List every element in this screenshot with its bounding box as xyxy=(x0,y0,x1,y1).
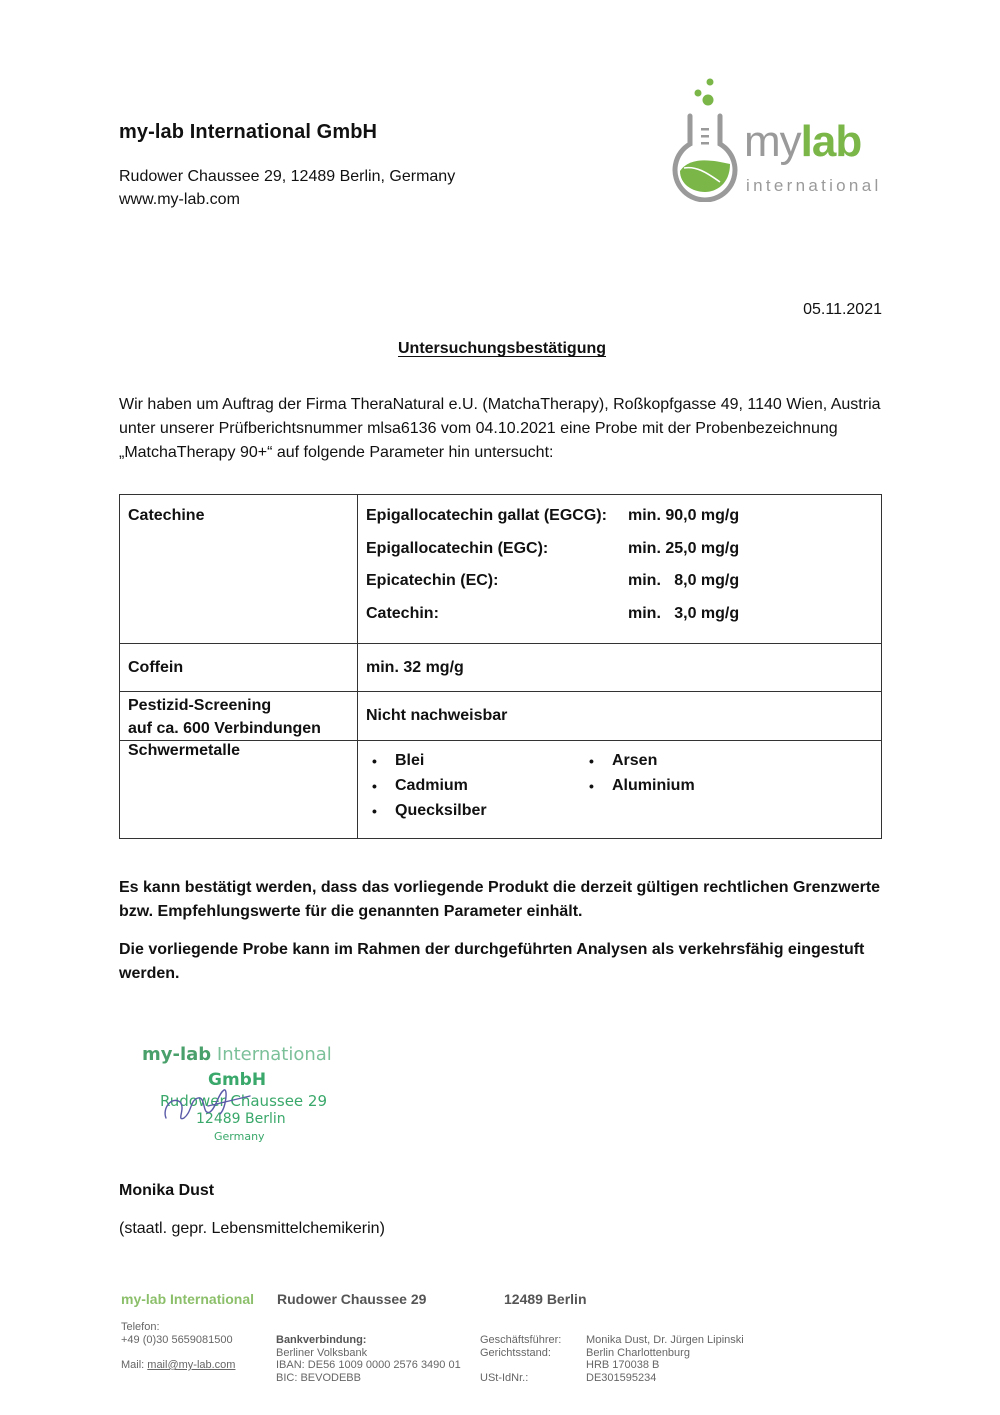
document-date: 05.11.2021 xyxy=(803,301,882,318)
coffein-value: min. 32 mg/g xyxy=(358,644,882,692)
footer-street: Rudower Chaussee 29 xyxy=(277,1291,427,1307)
logo-subtitle: international xyxy=(746,176,882,195)
footer-bank: Bankverbindung: Berliner Volksbank IBAN: DE56 1009 0000 2576 3490 01 BIC: BEVODEBB xyxy=(276,1334,461,1384)
signer-name: Monika Dust xyxy=(119,1182,215,1199)
stamp-line-2: GmbH xyxy=(208,1070,267,1090)
footer-legal-values: Monika Dust, Dr. Jürgen Lipinski Berlin Charlottenburg HRB 170038 B DE301595234 xyxy=(586,1334,744,1384)
company-name: my-lab International GmbH xyxy=(119,121,378,143)
footer-phone: Telefon: +49 (0)30 5659081500 xyxy=(121,1321,233,1346)
address-line: Rudower Chaussee 29, 12489 Berlin, Germany xyxy=(119,168,456,185)
signature-icon xyxy=(158,1078,258,1128)
catechine-item: Epigallocatechin (EGC): min. 25,0 mg/g xyxy=(366,539,740,557)
table-row-catechine xyxy=(120,495,882,644)
bullet-icon: • xyxy=(589,777,594,794)
list-item: • Arsen xyxy=(589,751,658,769)
coffein-label: Coffein xyxy=(120,644,358,692)
catechine-item: Epicatechin (EC): min. 8,0 mg/g xyxy=(366,572,740,589)
pestizid-label: Pestizid-Screening auf ca. 600 Verbindungen xyxy=(120,692,358,741)
bullet-icon: • xyxy=(589,752,594,769)
footer-city: 12489 Berlin xyxy=(504,1291,587,1307)
pestizid-value: Nicht nachweisbar xyxy=(358,692,882,741)
results-table xyxy=(119,494,882,839)
stamp-line-4: 12489 Berlin xyxy=(196,1111,286,1127)
metal-list xyxy=(366,741,873,823)
mail-link[interactable]: mail@my-lab.com xyxy=(147,1359,236,1371)
mylab-logo xyxy=(668,76,892,202)
company-address xyxy=(119,165,455,211)
stamp-line-1: my-lab International xyxy=(142,1044,332,1065)
bullet-icon: • xyxy=(372,752,377,769)
list-item: • Aluminium xyxy=(589,776,695,794)
table-row-pestizid xyxy=(120,692,882,741)
conclusion-paragraph-2: Die vorliegende Probe kann im Rahmen der durchgeführten Analysen als verkehrsfähig eingestuft werden. xyxy=(119,941,865,982)
conclusion-paragraph-1: Es kann bestätigt werden, dass das vorliegende Produkt die derzeit gültigen rechtlichen Grenzwerte bzw. Empfehlungswerte für die genannten Parameter einhält. xyxy=(119,879,881,920)
footer-legal-labels: Geschäftsführer: Gerichtsstand: USt-IdNr.: xyxy=(480,1334,562,1384)
schwermetalle-label: Schwermetalle xyxy=(120,741,358,839)
catechine-item: Epigallocatechin gallat (EGCG): min. 90,0 mg/g xyxy=(366,507,740,524)
table-row-schwermetalle xyxy=(120,741,882,839)
phone-number: +49 (0)30 5659081500 xyxy=(121,1333,233,1346)
document-title: Untersuchungsbestätigung xyxy=(398,340,607,357)
bullet-icon: • xyxy=(372,777,377,794)
list-item: • Blei xyxy=(372,751,425,769)
catechine-label: Catechine xyxy=(120,495,358,644)
footer-mail: Mail: mail@my-lab.com xyxy=(121,1359,236,1371)
list-item: • Cadmium xyxy=(372,776,468,794)
signer-title: (staatl. gepr. Lebensmittelchemikerin) xyxy=(119,1220,385,1237)
logo-wordmark: mylab xyxy=(744,117,862,166)
table-row-coffein xyxy=(120,644,882,692)
flask-leaf-icon xyxy=(668,76,744,202)
intro-paragraph: Wir haben um Auftrag der Firma TheraNatural e.U. (MatchaTherapy), Roßkopfgasse 49, 1140 Wien, Austria unter unserer Prüfberichtsnummer mlsa6136 vom 04.10.2021 eine Probe mit der Probenbezeichnung „MatchaTherapy 90+“ auf folgende Parameter hin untersucht: xyxy=(119,396,881,461)
catechine-item: Catechin: min. 3,0 mg/g xyxy=(366,604,740,622)
company-stamp xyxy=(140,1040,350,1150)
stamp-line-5: Germany xyxy=(214,1130,265,1143)
bullet-icon: • xyxy=(372,802,377,819)
list-item: • Quecksilber xyxy=(372,801,487,819)
website-link[interactable]: www.my-lab.com xyxy=(119,191,240,208)
footer-brand: my-lab International xyxy=(121,1291,255,1307)
catechine-list xyxy=(366,495,873,637)
stamp-line-3: Rudower Chaussee 29 xyxy=(160,1092,328,1110)
